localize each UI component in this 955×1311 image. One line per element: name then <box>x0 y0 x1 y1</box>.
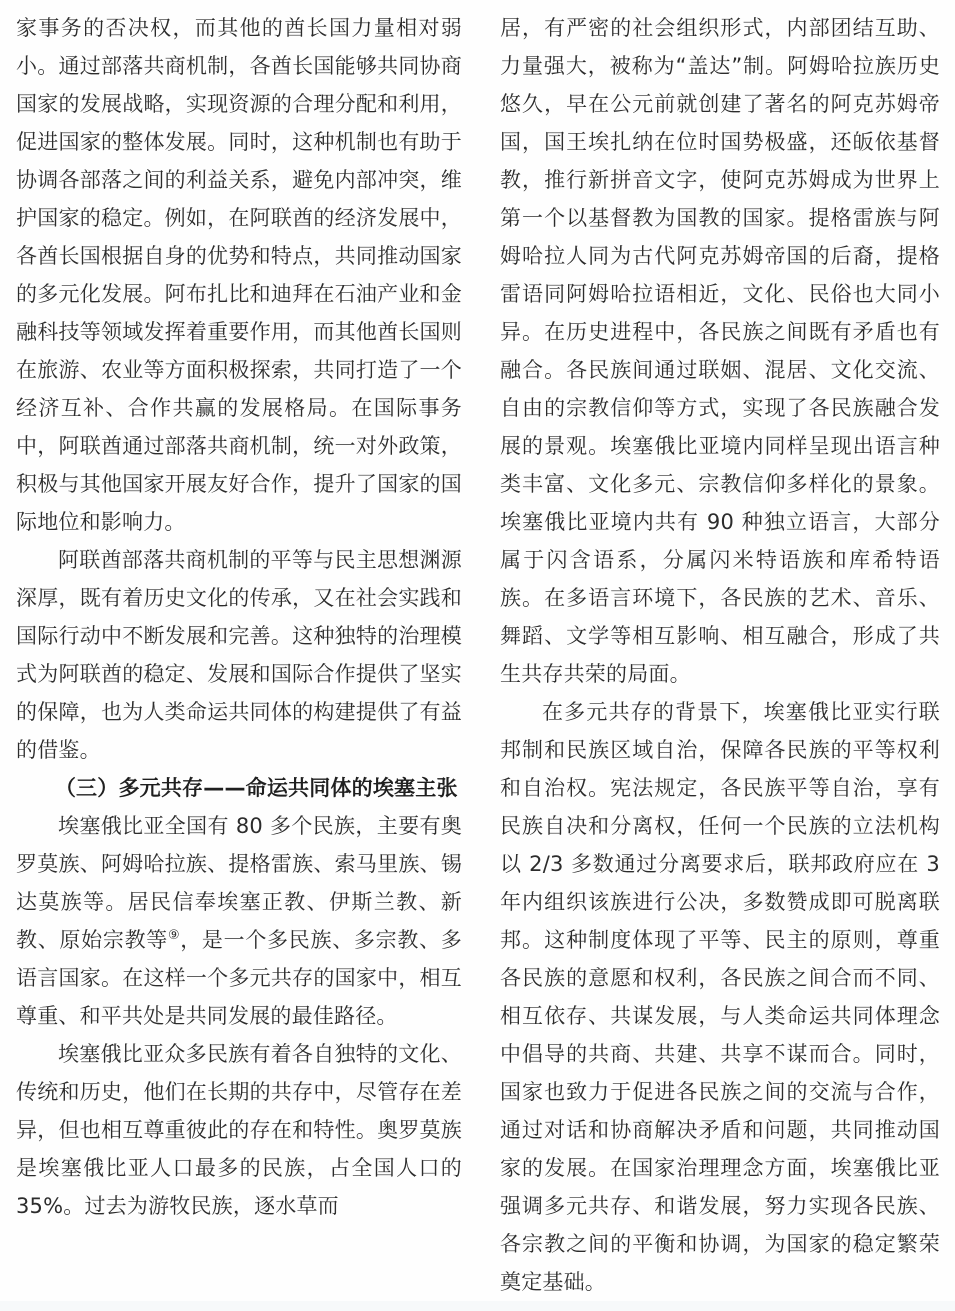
paragraph-ethiopia-cultures: 埃塞俄比亚众多民族有着各自独特的文化、传统和历史，他们在长期的共存中，尽管存在差异，但也相互尊重彼此的存在和特性。奥罗莫族是埃塞俄比亚人口最多的民族，占全国人口的 35%。过去为游牧民族，逐水草而 <box>16 1042 462 1218</box>
paragraph-gada-aksum-continuation: 居，有严密的社会组织形式，内部团结互助、力量强大，被称为“盖达”制。阿姆哈拉族历史悠久，早在公元前就创建了著名的阿克苏姆帝国，国王埃扎纳在位时国势极盛，还皈依基督教，推行新拼音文字，使阿克苏姆成为世界上第一个以基督教为国教的国家。提格雷族与阿姆哈拉人同为古代阿克苏姆帝国的后裔，提格雷语同阿姆哈拉语相近，文化、民俗也大同小异。在历史进程中，各民族之间既有矛盾也有融合。各民族间通过联姻、混居、文化交流、自由的宗教信仰等方式，实现了各民族融合发展的景观。埃塞俄比亚境内同样呈现出语言种类丰富、文化多元、宗教信仰多样化的景象。埃塞俄比亚境内共有 90 种独立语言，大部分属于闪含语系，分属闪米特语族和库希特语族。在多语言环境下，各民族的艺术、音乐、舞蹈、文学等相互影响、相互融合，形成了共生共存共荣的局面。 <box>500 16 940 686</box>
paragraph-text-before-footnote: 埃塞俄比亚全国有 80 多个民族，主要有奥罗莫族、阿姆哈拉族、提格雷族、索马里族、锡达莫族等。居民信奉埃塞正教、伊斯兰教、新教、原始宗教等 <box>16 814 462 952</box>
page-bottom-edge <box>0 1301 955 1311</box>
paragraph-ethiopia-federalism: 在多元共存的背景下，埃塞俄比亚实行联邦制和民族区域自治，保障各民族的平等权利和自治权。宪法规定，各民族平等自治，享有民族自决和分离权，任何一个民族的立法机构以 2/3 多数通过分离要求后，联邦政府应在 3 年内组织该族进行公决，多数赞成即可脱离联邦。这种制度体现了平等、民主的原则，尊重各民族的意愿和权利，各民族之间合而不同、相互依存、共谋发展，与人类命运共同体理念中倡导的共商、共建、共享不谋而合。同时，国家也致力于促进各民族之间的交流与合作，通过对话和协商解决矛盾和问题，共同推动国家的发展。在国家治理理念方面，埃塞俄比亚强调多元共存、和谐发展，努力实现各民族、各宗教之间的平衡和协调，为国家的稳定繁荣奠定基础。 <box>500 700 940 1294</box>
text-column-right <box>500 9 940 1301</box>
text-column-left <box>16 9 462 1301</box>
paragraph-uae-mechanism-origin: 阿联酋部落共商机制的平等与民主思想渊源深厚，既有着历史文化的传承，又在社会实践和国际行动中不断发展和完善。这种独特的治理模式为阿联酋的稳定、发展和国际合作提供了坚实的保障，也为人类命运共同体的构建提供了有益的借鉴。 <box>16 548 462 762</box>
footnote-marker-9: ⑨ <box>168 928 181 943</box>
section-heading-pluralistic-coexistence: （三）多元共存——命运共同体的埃塞主张 <box>54 776 458 800</box>
paragraph-ethiopia-ethnic-groups <box>16 807 462 1035</box>
paragraph-text-after-footnote: ，是一个多民族、多宗教、多语言国家。在这样一个多元共存的国家中，相互尊重、和平共处是共同发展的最佳路径。 <box>16 928 462 1028</box>
paragraph-uae-veto-continuation: 家事务的否决权，而其他的酋长国力量相对弱小。通过部落共商机制，各酋长国能够共同协商国家的发展战略，实现资源的合理分配和利用，促进国家的整体发展。同时，这种机制也有助于协调各部落之间的利益关系，避免内部冲突，维护国家的稳定。例如，在阿联酋的经济发展中，各酋长国根据自身的优势和特点，共同推动国家的多元化发展。阿布扎比和迪拜在石油产业和金融科技等领域发挥着重要作用，而其他酋长国则在旅游、农业等方面积极探索，共同打造了一个经济互补、合作共赢的发展格局。在国际事务中，阿联酋通过部落共商机制，统一对外政策，积极与其他国家开展友好合作，提升了国家的国际地位和影响力。 <box>16 16 462 534</box>
